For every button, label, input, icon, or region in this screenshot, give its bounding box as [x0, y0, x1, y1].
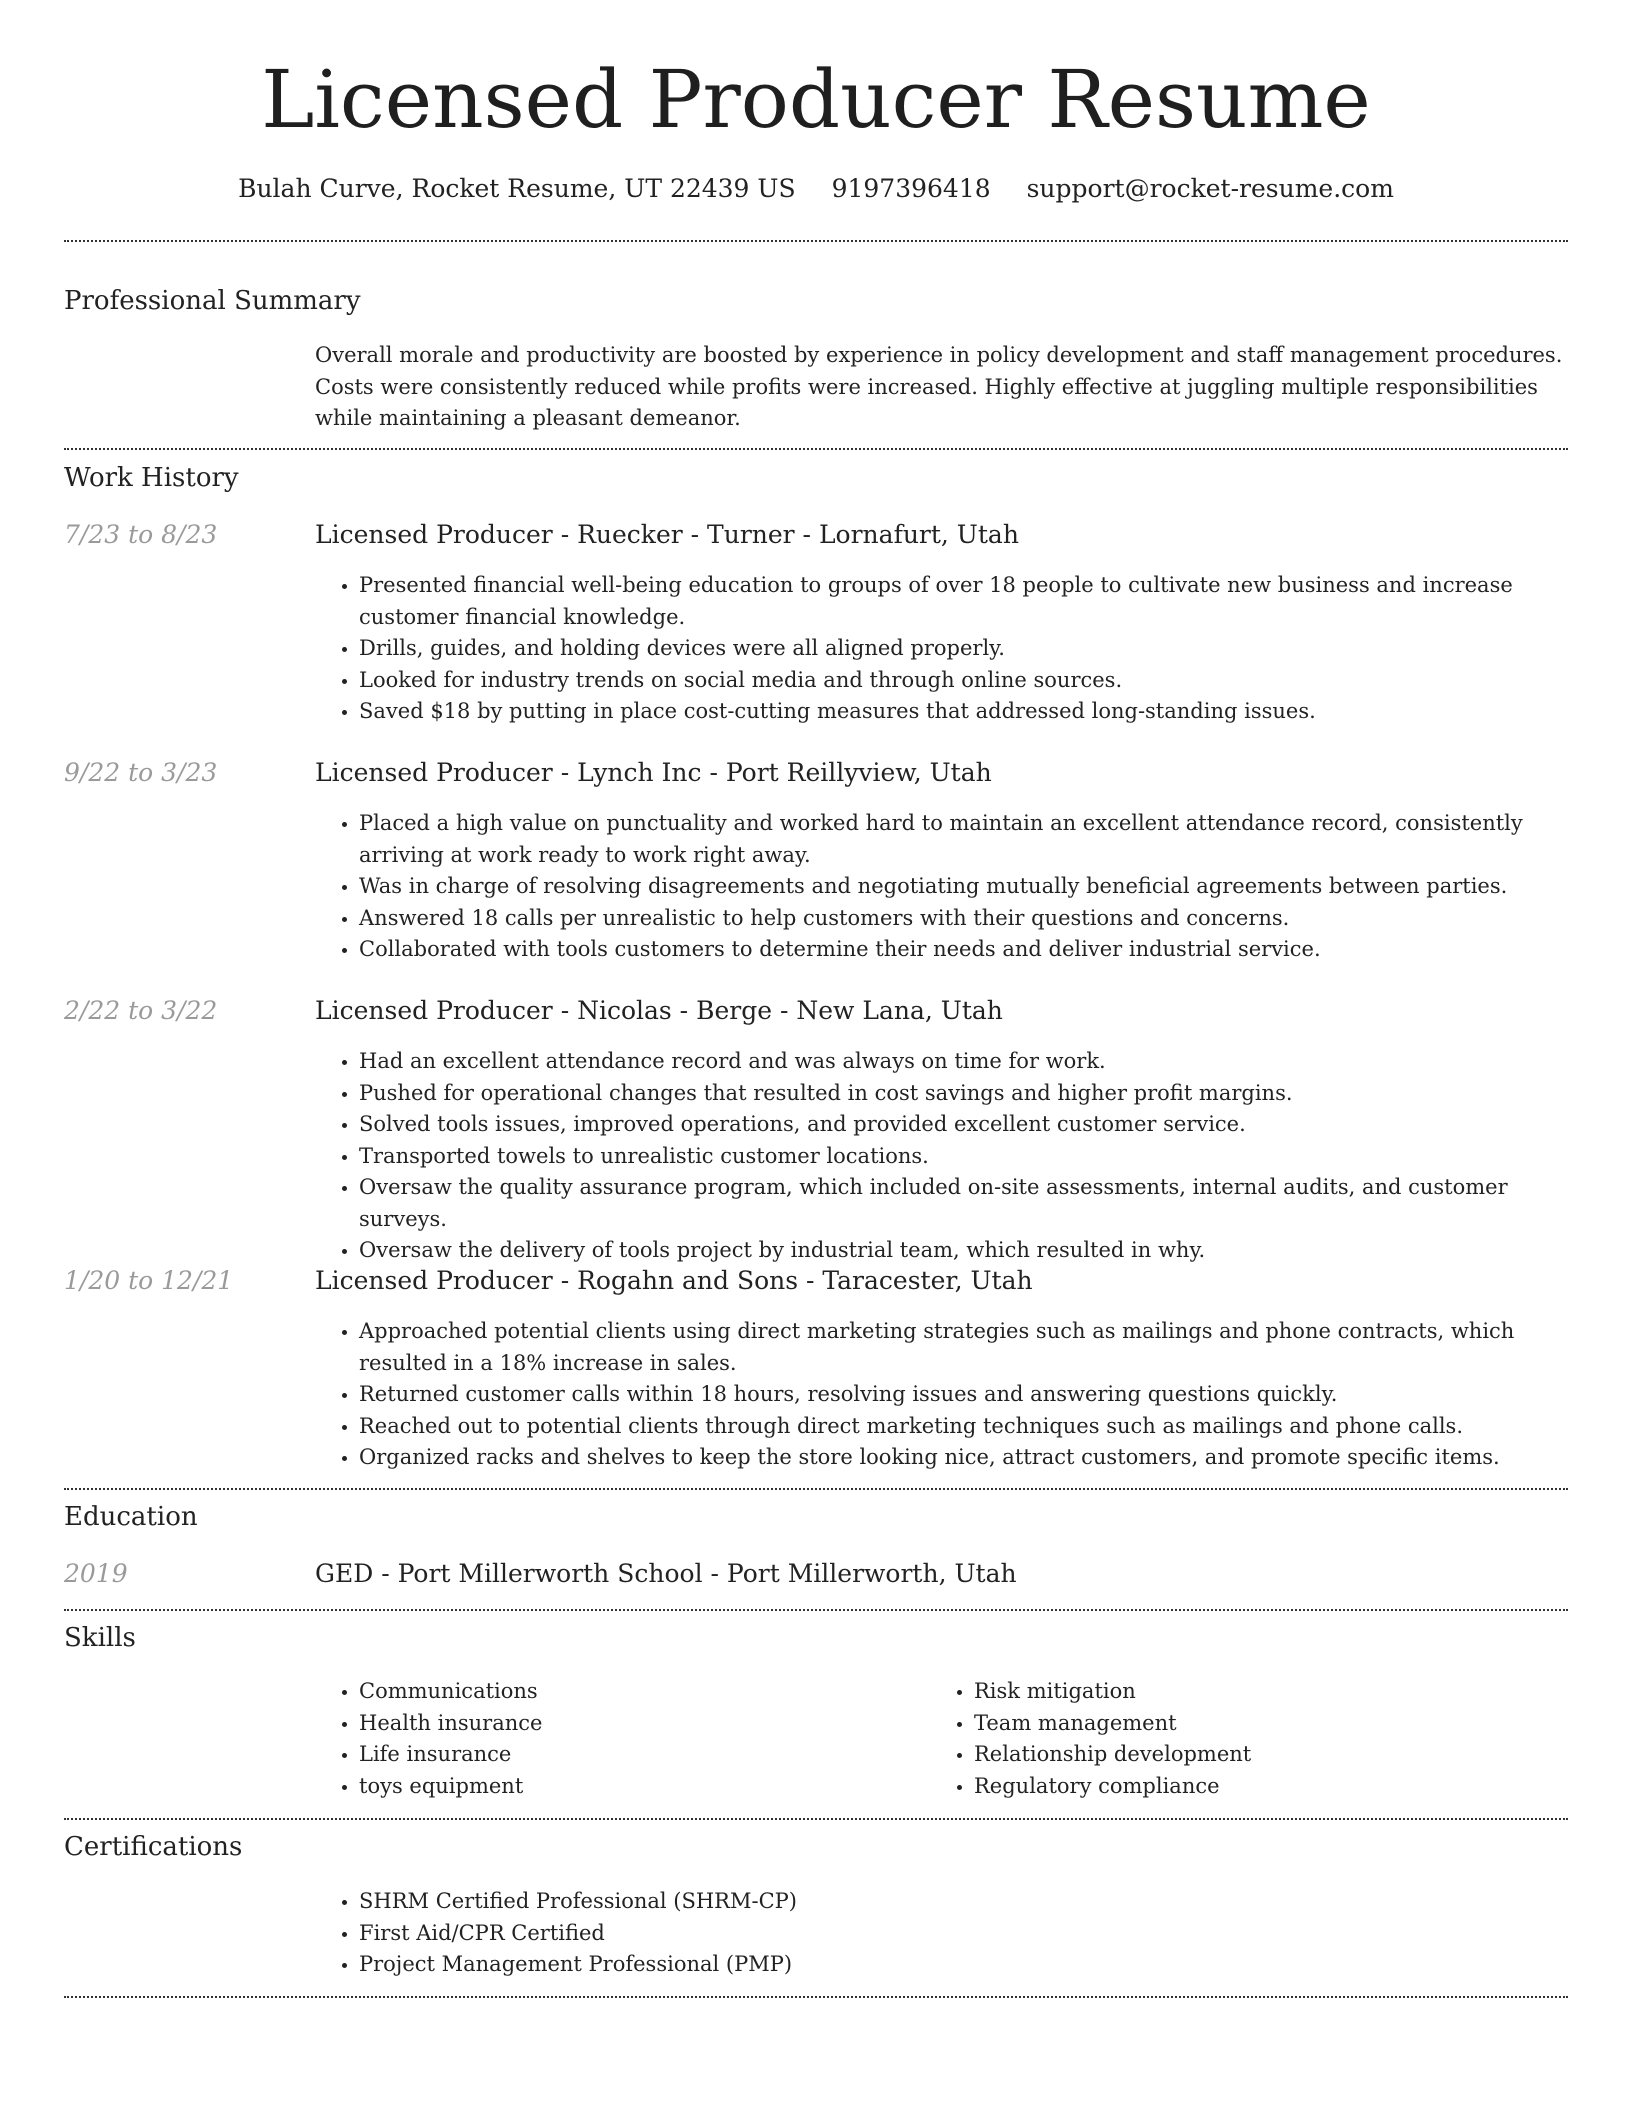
- divider: [64, 240, 1568, 242]
- job-title: Licensed Producer - Rogahn and Sons - Taracester, Utah: [315, 1266, 1033, 1295]
- section-heading-work-history: Work History: [64, 463, 239, 493]
- job-bullets: [315, 1316, 1568, 1474]
- list-item: • Solved tools issues, improved operations, and provided excellent customer service.: [359, 1109, 1568, 1141]
- list-item: • Communications: [359, 1676, 915, 1708]
- list-item: • Saved $18 by putting in place cost-cutting measures that addressed long-standing issues.: [359, 696, 1568, 728]
- list-item: • Looked for industry trends on social media and through online sources.: [359, 665, 1568, 697]
- certifications-list: [315, 1886, 1568, 1981]
- list-item: • Risk mitigation: [974, 1676, 1530, 1708]
- summary-text: Overall morale and productivity are boosted by experience in policy development and staff management procedures. Costs were consistently reduced while profits were increased. Highly effective at juggling multiple responsibilities while maintaining a pleasant demeanor.: [315, 343, 1563, 430]
- list-item: • Relationship development: [974, 1739, 1530, 1771]
- page-title: Licensed Producer Resume: [261, 53, 1371, 146]
- contact-address: Bulah Curve, Rocket Resume, UT 22439 US: [238, 174, 796, 203]
- list-item: • Transported towels to unrealistic customer locations.: [359, 1141, 1568, 1173]
- list-item: • Reached out to potential clients through direct marketing techniques such as mailings and phone calls.: [359, 1411, 1568, 1443]
- list-item: • SHRM Certified Professional (SHRM-CP): [359, 1886, 1568, 1918]
- divider: [64, 448, 1568, 450]
- divider: [64, 1609, 1568, 1611]
- list-item: • Answered 18 calls per unrealistic to help customers with their questions and concerns.: [359, 903, 1568, 935]
- list-item: • Oversaw the delivery of tools project by industrial team, which resulted in why.: [359, 1235, 1568, 1267]
- list-item: • Health insurance: [359, 1708, 915, 1740]
- list-item: • Approached potential clients using direct marketing strategies such as mailings and phone contracts, which resulted in a 18% increase in sales.: [359, 1316, 1568, 1379]
- job-dates: 9/22 to 3/23: [64, 758, 218, 787]
- list-item: • Life insurance: [359, 1739, 915, 1771]
- job-dates: 1/20 to 12/21: [64, 1266, 234, 1295]
- section-heading-summary: Professional Summary: [64, 286, 361, 316]
- list-item: • Was in charge of resolving disagreements and negotiating mutually beneficial agreements between parties.: [359, 871, 1568, 903]
- list-item: • Organized racks and shelves to keep the store looking nice, attract customers, and promote specific items.: [359, 1442, 1568, 1474]
- list-item: • Drills, guides, and holding devices were all aligned properly.: [359, 633, 1568, 665]
- contact-phone: 9197396418: [831, 174, 991, 203]
- job-dates: 2/22 to 3/22: [64, 996, 218, 1025]
- skills-list-right: [930, 1676, 1530, 1802]
- job-bullets: [315, 1046, 1568, 1267]
- list-item: • First Aid/CPR Certified: [359, 1918, 1568, 1950]
- list-item: • Oversaw the quality assurance program, which included on-site assessments, internal audits, and customer surveys.: [359, 1172, 1568, 1235]
- list-item: • Collaborated with tools customers to determine their needs and deliver industrial service.: [359, 934, 1568, 966]
- list-item: • toys equipment: [359, 1771, 915, 1803]
- skills-list-left: [315, 1676, 915, 1802]
- divider: [64, 1996, 1568, 1998]
- education-year: 2019: [64, 1559, 128, 1588]
- list-item: • Presented financial well-being education to groups of over 18 people to cultivate new business and increase customer financial knowledge.: [359, 570, 1568, 633]
- section-heading-certifications: Certifications: [64, 1832, 243, 1862]
- divider: [64, 1488, 1568, 1490]
- list-item: • Regulatory compliance: [974, 1771, 1530, 1803]
- list-item: • Had an excellent attendance record and was always on time for work.: [359, 1046, 1568, 1078]
- list-item: • Returned customer calls within 18 hours, resolving issues and answering questions quickly.: [359, 1379, 1568, 1411]
- job-title: Licensed Producer - Lynch Inc - Port Reillyview, Utah: [315, 758, 992, 787]
- list-item: • Placed a high value on punctuality and worked hard to maintain an excellent attendance record, consistently arriving at work ready to work right away.: [359, 808, 1568, 871]
- job-title: Licensed Producer - Ruecker - Turner - Lornafurt, Utah: [315, 520, 1019, 549]
- list-item: • Team management: [974, 1708, 1530, 1740]
- section-heading-education: Education: [64, 1502, 198, 1532]
- job-bullets: [315, 808, 1568, 966]
- list-item: • Pushed for operational changes that resulted in cost savings and higher profit margins.: [359, 1078, 1568, 1110]
- contact-email: support@rocket-resume.com: [1026, 174, 1394, 203]
- job-title: Licensed Producer - Nicolas - Berge - New Lana, Utah: [315, 996, 1003, 1025]
- list-item: • Project Management Professional (PMP): [359, 1949, 1568, 1981]
- section-heading-skills: Skills: [64, 1623, 136, 1653]
- education-title: GED - Port Millerworth School - Port Millerworth, Utah: [315, 1559, 1017, 1588]
- divider: [64, 1818, 1568, 1820]
- contact-line: [0, 172, 1632, 206]
- job-dates: 7/23 to 8/23: [64, 520, 218, 549]
- job-bullets: [315, 570, 1568, 728]
